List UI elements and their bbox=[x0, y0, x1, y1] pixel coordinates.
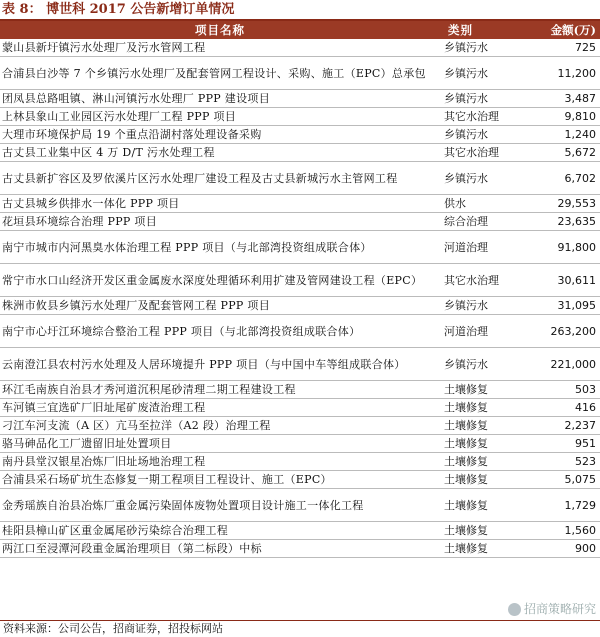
footer-rule bbox=[0, 620, 600, 621]
cell-amount: 31,095 bbox=[530, 297, 600, 315]
cell-amount: 416 bbox=[530, 399, 600, 417]
table-number: 表 8： bbox=[2, 2, 42, 17]
cell-name: 环江毛南族自治县才秀河道沉积尾砂清理二期工程建设工程 bbox=[0, 381, 440, 399]
table-row bbox=[0, 213, 600, 231]
cell-amount: 5,075 bbox=[530, 471, 600, 489]
table-row bbox=[0, 435, 600, 453]
orders-table bbox=[0, 21, 600, 558]
cell-amount: 2,237 bbox=[530, 417, 600, 435]
table-row bbox=[0, 471, 600, 489]
cell-amount: 503 bbox=[530, 381, 600, 399]
table-body bbox=[0, 39, 600, 558]
header-name: 项目名称 bbox=[0, 21, 440, 39]
cell-amount: 30,611 bbox=[530, 264, 600, 297]
table-row bbox=[0, 297, 600, 315]
table-row bbox=[0, 231, 600, 264]
cell-category: 乡镇污水 bbox=[440, 162, 530, 195]
cell-amount: 29,553 bbox=[530, 195, 600, 213]
cell-amount: 951 bbox=[530, 435, 600, 453]
cell-category: 土壤修复 bbox=[440, 489, 530, 522]
cell-category: 土壤修复 bbox=[440, 522, 530, 540]
cell-name: 大理市环境保护局 19 个重点沿湖村落处理设备采购 bbox=[0, 126, 440, 144]
cell-name: 上林县象山工业园区污水处理厂工程 PPP 项目 bbox=[0, 108, 440, 126]
cell-amount: 263,200 bbox=[530, 315, 600, 348]
table-row bbox=[0, 453, 600, 471]
cell-name: 常宁市水口山经济开发区重金属废水深度处理循环利用扩建及管网建设工程（EPC） bbox=[0, 264, 440, 297]
cell-amount: 1,560 bbox=[530, 522, 600, 540]
table-row bbox=[0, 126, 600, 144]
table-row bbox=[0, 264, 600, 297]
cell-category: 土壤修复 bbox=[440, 417, 530, 435]
cell-name: 刁江车河支流（A 区）亢马至拉洋（A2 段）治理工程 bbox=[0, 417, 440, 435]
table-row bbox=[0, 399, 600, 417]
cell-amount: 9,810 bbox=[530, 108, 600, 126]
table-row bbox=[0, 522, 600, 540]
cell-name: 合浦县白沙等 7 个乡镇污水处理厂及配套管网工程设计、采购、施工（EPC）总承包 bbox=[0, 57, 440, 90]
table-row bbox=[0, 57, 600, 90]
table-row bbox=[0, 90, 600, 108]
cell-category: 河道治理 bbox=[440, 231, 530, 264]
table-row bbox=[0, 348, 600, 381]
cell-category: 乡镇污水 bbox=[440, 297, 530, 315]
table-row bbox=[0, 144, 600, 162]
cell-name: 南丹县堂汉银星冶炼厂旧址场地治理工程 bbox=[0, 453, 440, 471]
cell-amount: 725 bbox=[530, 39, 600, 57]
cell-amount: 23,635 bbox=[530, 213, 600, 231]
cell-category: 土壤修复 bbox=[440, 381, 530, 399]
cell-category: 综合治理 bbox=[440, 213, 530, 231]
watermark-text: 招商策略研究 bbox=[523, 602, 596, 616]
cell-name: 车河镇三宜选矿厂旧址尾矿废渣治理工程 bbox=[0, 399, 440, 417]
cell-amount: 221,000 bbox=[530, 348, 600, 381]
table-row bbox=[0, 417, 600, 435]
cell-name: 南宁市城市内河黑臭水体治理工程 PPP 项目（与北部湾投资组成联合体） bbox=[0, 231, 440, 264]
cell-amount: 6,702 bbox=[530, 162, 600, 195]
table-title bbox=[2, 2, 234, 18]
header-amount: 金额(万) bbox=[530, 21, 600, 39]
cell-amount: 523 bbox=[530, 453, 600, 471]
wechat-icon bbox=[508, 603, 521, 616]
cell-category: 乡镇污水 bbox=[440, 126, 530, 144]
cell-name: 团凤县总路咀镇、淋山河镇污水处理厂 PPP 建设项目 bbox=[0, 90, 440, 108]
table-row bbox=[0, 381, 600, 399]
cell-name: 合浦县采石场矿坑生态修复一期工程项目工程设计、施工（EPC） bbox=[0, 471, 440, 489]
cell-category: 土壤修复 bbox=[440, 453, 530, 471]
header-category: 类别 bbox=[440, 21, 530, 39]
cell-category: 其它水治理 bbox=[440, 144, 530, 162]
cell-amount: 11,200 bbox=[530, 57, 600, 90]
cell-category: 其它水治理 bbox=[440, 264, 530, 297]
cell-name: 两江口至浸潭河段重金属治理项目（第二标段）中标 bbox=[0, 540, 440, 558]
cell-name: 古丈县城乡供排水一体化 PPP 项目 bbox=[0, 195, 440, 213]
table-row bbox=[0, 108, 600, 126]
cell-name: 古丈县新扩容区及罗依溪片区污水处理厂建设工程及古丈县新城污水主管网工程 bbox=[0, 162, 440, 195]
cell-name: 云南澄江县农村污水处理及人居环境提升 PPP 项目（与中国中车等组成联合体） bbox=[0, 348, 440, 381]
cell-category: 土壤修复 bbox=[440, 471, 530, 489]
cell-name: 花垣县环境综合治理 PPP 项目 bbox=[0, 213, 440, 231]
cell-name: 桂阳县樟山矿区重金属尾砂污染综合治理工程 bbox=[0, 522, 440, 540]
cell-amount: 1,729 bbox=[530, 489, 600, 522]
cell-category: 乡镇污水 bbox=[440, 57, 530, 90]
cell-amount: 91,800 bbox=[530, 231, 600, 264]
table-row bbox=[0, 195, 600, 213]
cell-category: 土壤修复 bbox=[440, 399, 530, 417]
cell-category: 供水 bbox=[440, 195, 530, 213]
cell-category: 乡镇污水 bbox=[440, 39, 530, 57]
cell-name: 古丈县工业集中区 4 万 D/T 污水处理工程 bbox=[0, 144, 440, 162]
cell-amount: 5,672 bbox=[530, 144, 600, 162]
cell-category: 乡镇污水 bbox=[440, 90, 530, 108]
cell-name: 株洲市攸县乡镇污水处理厂及配套管网工程 PPP 项目 bbox=[0, 297, 440, 315]
cell-category: 土壤修复 bbox=[440, 540, 530, 558]
table-row bbox=[0, 39, 600, 57]
cell-name: 金秀瑶族自治县冶炼厂重金属污染固体废物处置项目设计施工一体化工程 bbox=[0, 489, 440, 522]
cell-name: 蒙山县新圩镇污水处理厂及污水管网工程 bbox=[0, 39, 440, 57]
header-row bbox=[0, 21, 600, 39]
cell-amount: 900 bbox=[530, 540, 600, 558]
table-row bbox=[0, 315, 600, 348]
cell-name: 骆马砷品化工厂遗留旧址处置项目 bbox=[0, 435, 440, 453]
table-row bbox=[0, 540, 600, 558]
cell-category: 土壤修复 bbox=[440, 435, 530, 453]
cell-category: 乡镇污水 bbox=[440, 348, 530, 381]
cell-category: 其它水治理 bbox=[440, 108, 530, 126]
source-note: 资料来源：公司公告，招商证券，招投标网站 bbox=[3, 622, 223, 635]
table-row bbox=[0, 489, 600, 522]
cell-category: 河道治理 bbox=[440, 315, 530, 348]
table-row bbox=[0, 162, 600, 195]
table-title-text: 博世科 2017 公告新增订单情况 bbox=[46, 2, 235, 17]
cell-name: 南宁市心圩江环境综合整治工程 PPP 项目（与北部湾投资组成联合体） bbox=[0, 315, 440, 348]
cell-amount: 1,240 bbox=[530, 126, 600, 144]
watermark bbox=[508, 600, 596, 617]
cell-amount: 3,487 bbox=[530, 90, 600, 108]
